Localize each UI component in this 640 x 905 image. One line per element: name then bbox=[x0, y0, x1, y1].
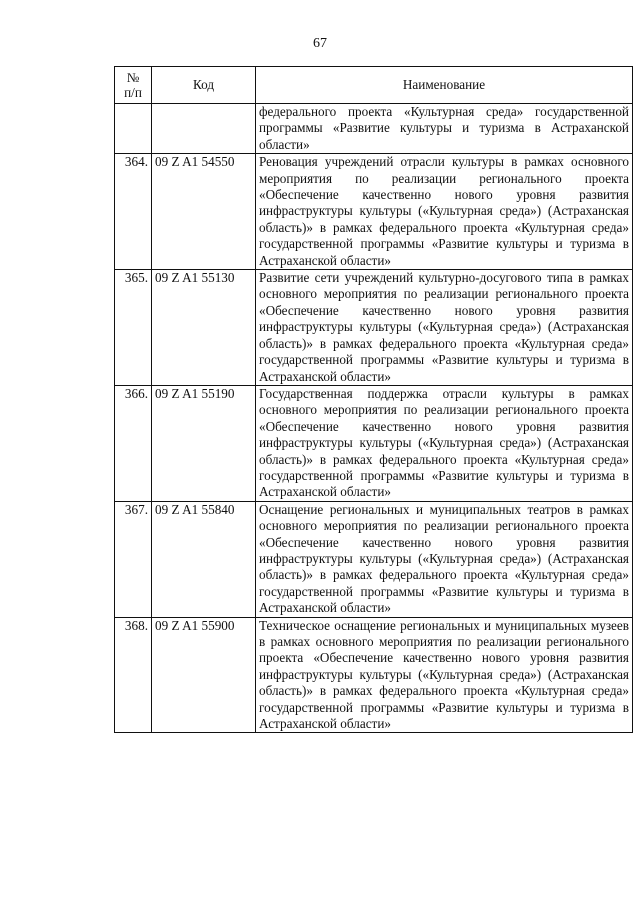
row-number: 368. bbox=[115, 617, 152, 733]
row-name: Оснащение региональных и муниципальных театров в рамках основного мероприятия по реализации регионального проекта «Обеспечение качественно нового уровня развития инфраструктуры культуры («Культурная среда») (Астраханская область)» в рамках федерального проекта «Культурная среда» государственной программы «Развитие культуры и туризма в Астраханской области» bbox=[256, 501, 633, 617]
row-name: Реновация учреждений отрасли культуры в рамках основного мероприятия по реализации регионального проекта «Обеспечение качественно нового уровня развития инфраструктуры культуры («Культурная среда») (Астраханская область)» в рамках федерального проекта «Культурная среда» государственной программы «Развитие культуры и туризма в Астраханской области» bbox=[256, 154, 633, 270]
header-number bbox=[115, 67, 152, 104]
page-number: 67 bbox=[313, 36, 327, 51]
table-row bbox=[115, 385, 633, 501]
row-name: Техническое оснащение региональных и муниципальных музеев в рамках основного мероприятия по реализации регионального проекта «Обеспечение качественно нового уровня развития инфраструктуры культуры («Культурная среда») (Астраханская область)» в рамках федерального проекта «Культурная среда» государственной программы «Развитие культуры и туризма в Астраханской области» bbox=[256, 617, 633, 733]
row-code: 09 Z A1 55840 bbox=[152, 501, 256, 617]
header-number-abbrev: п/п bbox=[124, 85, 142, 100]
row-number: 366. bbox=[115, 385, 152, 501]
row-code bbox=[152, 104, 256, 154]
header-name: Наименование bbox=[256, 67, 633, 104]
row-name: Развитие сети учреждений культурно-досугового типа в рамках основного мероприятия по реализации регионального проекта «Обеспечение качественно нового уровня развития инфраструктуры культуры («Культурная среда») (Астраханская область)» в рамках федерального проекта «Культурная среда» государственной программы «Развитие культуры и туризма в Астраханской области» bbox=[256, 270, 633, 386]
row-name: Государственная поддержка отрасли культуры в рамках основного мероприятия по реализации регионального проекта «Обеспечение качественно нового уровня развития инфраструктуры культуры («Культурная среда») (Астраханская область)» в рамках федерального проекта «Культурная среда» государственной программы «Развитие культуры и туризма в Астраханской области» bbox=[256, 385, 633, 501]
row-code: 09 Z A1 55190 bbox=[152, 385, 256, 501]
row-code: 09 Z A1 55900 bbox=[152, 617, 256, 733]
registry-table bbox=[114, 66, 633, 733]
table-row-continuation bbox=[115, 104, 633, 154]
row-code: 09 Z A1 55130 bbox=[152, 270, 256, 386]
table-row bbox=[115, 501, 633, 617]
row-name: федерального проекта «Культурная среда» государственной программы «Развитие культуры и туризма в Астраханской области» bbox=[256, 104, 633, 154]
row-number bbox=[115, 104, 152, 154]
row-number: 367. bbox=[115, 501, 152, 617]
row-code: 09 Z A1 54550 bbox=[152, 154, 256, 270]
table-row bbox=[115, 617, 633, 733]
row-number: 364. bbox=[115, 154, 152, 270]
header-code: Код bbox=[152, 67, 256, 104]
table-header-row bbox=[115, 67, 633, 104]
table-row bbox=[115, 154, 633, 270]
table-row bbox=[115, 270, 633, 386]
header-number-sign: № bbox=[126, 70, 140, 85]
row-number: 365. bbox=[115, 270, 152, 386]
